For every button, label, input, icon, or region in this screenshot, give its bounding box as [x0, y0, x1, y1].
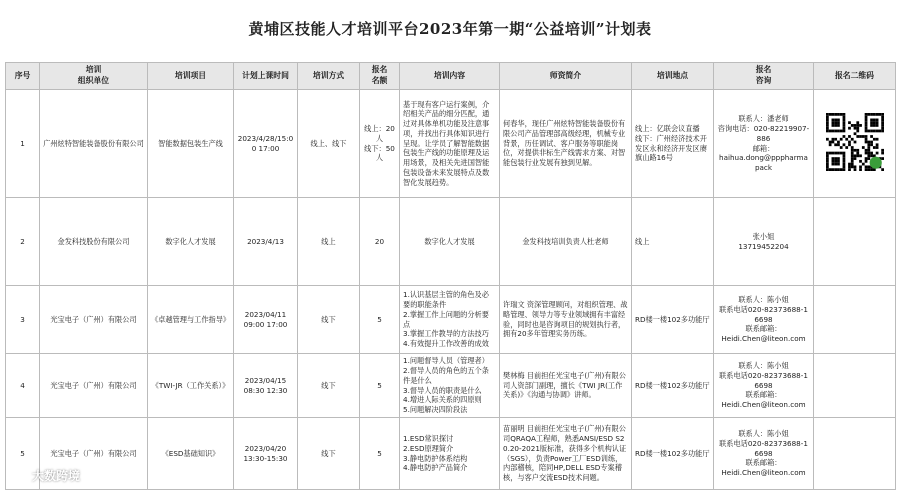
watermark-text: 大数跨境: [32, 468, 81, 483]
column-header: 报名 咨询: [714, 63, 814, 90]
cell-time: 2023/04/15 08:30 12:30: [234, 354, 298, 418]
cell-contact: 联系人：潘老师 咨询电话：020-82219907-886 邮箱： haihua.dong@pppharmapack: [714, 90, 814, 198]
cell-time: 2023/04/20 13:30-15:30: [234, 418, 298, 490]
table-row: [6, 198, 896, 286]
cell-no: 2: [6, 198, 40, 286]
cell-contact: 张小姐 13719452204: [714, 198, 814, 286]
cell-contact: 联系人：陈小姐 联系电话020-82373688-16698 联系邮箱： Heidi.Chen@liteon.com: [714, 286, 814, 354]
cell-teacher: 许瑞文 资深管理顾问，对组织管理、战略管理、领导力等专业领域拥有丰富经验，同时也是咨询项目的规划执行者，拥有20多年管理实务历练。: [500, 286, 632, 354]
column-header: 师资简介: [500, 63, 632, 90]
cell-org: 光宝电子（广州）有限公司: [40, 418, 148, 490]
cell-place: 线上: [632, 198, 714, 286]
cell-qr: [814, 198, 896, 286]
cell-org: 金发科技股份有限公司: [40, 198, 148, 286]
cell-quota: 5: [360, 354, 400, 418]
cell-org: 广州炫特智能装备股份有限公司: [40, 90, 148, 198]
column-header: 报名二维码: [814, 63, 896, 90]
cell-content: 1.问题督导人员（管理者） 2.督导人员的角色的五个条件是什么 3.督导人员的职责是什么 4.增进人际关系的四原则 5.问题解决四阶段法: [400, 354, 500, 418]
cell-content: 数字化人才发展: [400, 198, 500, 286]
cell-content: 基于现有客户运行案例，介绍相关产品的细分匹配，通过对具体单机功能及注意事项，并找出行具体知识进行呈现。让学员了解智能数据包装生产线的功能原理及运用场景，及相关先进国智能包装设备未来发展特点及数智化发展趋势。: [400, 90, 500, 198]
cell-qr: [814, 286, 896, 354]
cell-project: 数字化人才发展: [148, 198, 234, 286]
cell-place: RD楼一楼102多功能厅: [632, 418, 714, 490]
cell-no: 1: [6, 90, 40, 198]
cell-qr: [814, 354, 896, 418]
cell-teacher: 苗丽明 目前担任光宝电子(广州)有限公司QRAQA工程师，熟悉ANSI/ESD S20.20-2021版标准，获得多个机构认证（SGS），负责Power工厂ESD训练，内部稽核，陪同HP,DELL ESD专案稽核，与客户交流ESD技术问题。: [500, 418, 632, 490]
column-header: 序号: [6, 63, 40, 90]
cell-mode: 线下: [298, 418, 360, 490]
cell-teacher: 何春华，现任广州炫特智能装备股份有限公司产品管理部高级经理，机械专业背景，历任调试、客户服务等职能岗位，对提供非标生产线需求方案、对智能包装行业发展有独到见解。: [500, 90, 632, 198]
cell-project: 《卓越管理与工作指导》: [148, 286, 234, 354]
table-header: [6, 63, 896, 90]
cell-teacher: 樊林梅 目前担任光宝电子(广州)有限公司人资部门副理，擅长《TWI JR(工作关系)》《沟通与协调》讲师。: [500, 354, 632, 418]
cell-mode: 线下: [298, 354, 360, 418]
column-header: 培训 组织单位: [40, 63, 148, 90]
cell-contact: 联系人：陈小姐 联系电话020-82373688-16698 联系邮箱： Heidi.Chen@liteon.com: [714, 354, 814, 418]
qr-code-icon: [826, 113, 884, 171]
cell-content: 1.认识基层主管的角色及必要的职能条件 2.掌握工作上问题的分析要点 3.掌握工作教导的方法技巧 4.有效提升工作改善的成效: [400, 286, 500, 354]
cell-mode: 线上、线下: [298, 90, 360, 198]
cell-quota: 5: [360, 418, 400, 490]
table-row: [6, 354, 896, 418]
watermark: [6, 466, 80, 484]
cell-quota: 20: [360, 198, 400, 286]
cell-time: 2023/04/11 09:00 17:00: [234, 286, 298, 354]
column-header: 培训方式: [298, 63, 360, 90]
watermark-logo-icon: [6, 466, 28, 484]
column-header: 培训内容: [400, 63, 500, 90]
cell-mode: 线上: [298, 198, 360, 286]
cell-teacher: 金发科技培训负责人杜老师: [500, 198, 632, 286]
column-header: 报名 名额: [360, 63, 400, 90]
cell-quota: 5: [360, 286, 400, 354]
cell-quota: 线上：20人 线下：50人: [360, 90, 400, 198]
column-header: 培训项目: [148, 63, 234, 90]
table-row: [6, 418, 896, 490]
training-plan-table: [5, 62, 896, 490]
cell-org: 光宝电子（广州）有限公司: [40, 354, 148, 418]
cell-qr: [814, 90, 896, 198]
cell-content: 1.ESD常识探讨 2.ESD原理简介 3.静电防护体系结构 4.静电防护产品简介: [400, 418, 500, 490]
table-row: [6, 286, 896, 354]
cell-place: RD楼一楼102多功能厅: [632, 354, 714, 418]
cell-mode: 线下: [298, 286, 360, 354]
page-title: 黄埔区技能人才培训平台2023年第一期“公益培训”计划表: [248, 20, 652, 38]
cell-time: 2023/4/13: [234, 198, 298, 286]
cell-project: 《ESD基础知识》: [148, 418, 234, 490]
table-row: [6, 90, 896, 198]
cell-no: 5: [6, 418, 40, 490]
cell-contact: 联系人：陈小姐 联系电话020-82373688-16698 联系邮箱： Heidi.Chen@liteon.com: [714, 418, 814, 490]
cell-no: 3: [6, 286, 40, 354]
cell-org: 光宝电子（广州）有限公司: [40, 286, 148, 354]
cell-project: 智能数据包装生产线: [148, 90, 234, 198]
column-header: 计划上课时间: [234, 63, 298, 90]
cell-place: RD楼一楼102多功能厅: [632, 286, 714, 354]
cell-qr: [814, 418, 896, 490]
cell-no: 4: [6, 354, 40, 418]
cell-place: 线上：亿联会议直播 线下：广州经济技术开发区永和经济开发区赓旗山路16号: [632, 90, 714, 198]
cell-project: 《TWI-JR（工作关系）》: [148, 354, 234, 418]
cell-time: 2023/4/28/15:00 17:00: [234, 90, 298, 198]
column-header: 培训地点: [632, 63, 714, 90]
